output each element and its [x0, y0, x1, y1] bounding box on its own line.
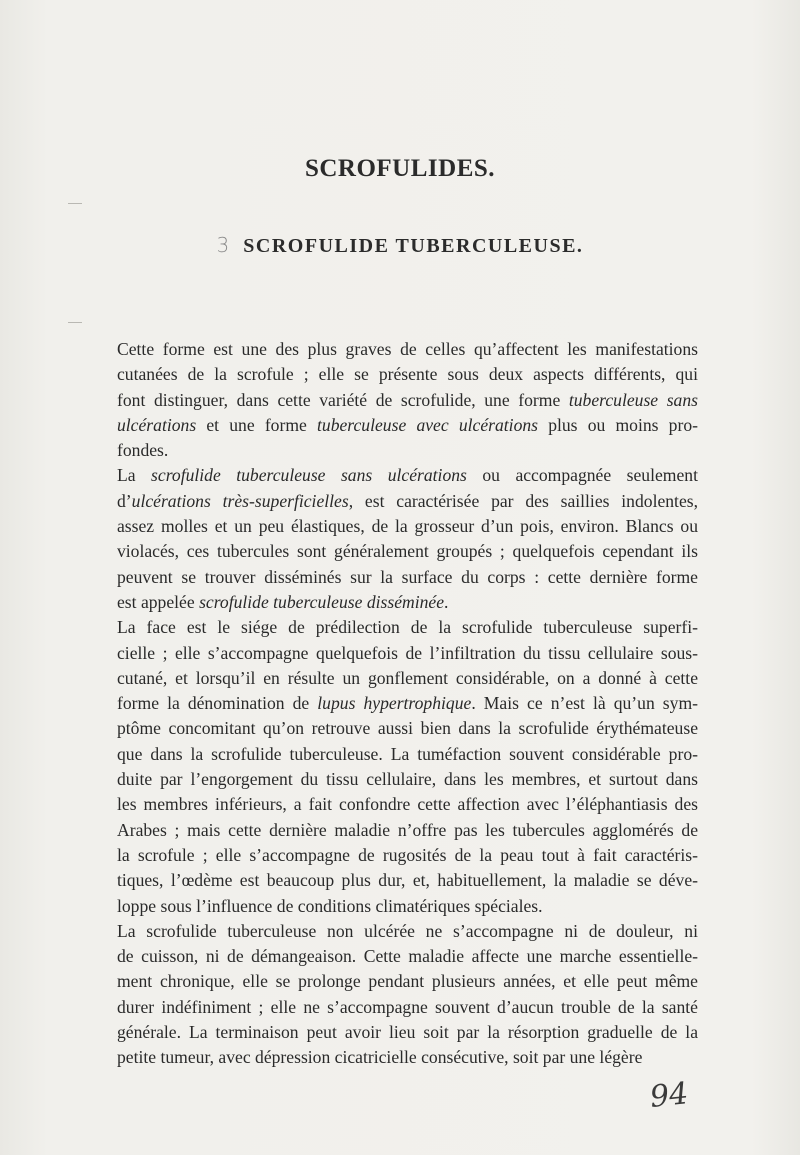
text-run: ou accompagnée seulement — [466, 465, 698, 486]
text-line — [117, 413, 698, 438]
text-run: . — [444, 591, 449, 612]
text-line — [117, 995, 698, 1020]
text-line — [117, 1020, 698, 1045]
italic-text: ulcérations très-superficielles — [131, 490, 349, 511]
text-run: peuvent se trouver disséminés sur la surface du corps : cette dernière forme — [117, 566, 698, 587]
text-run: est appelée — [117, 591, 200, 612]
text-run: fondes. — [117, 440, 169, 461]
text-line — [117, 463, 698, 488]
text-run: tiques, l’œdème est beaucoup plus dur, et, habituellement, la maladie se déve- — [117, 870, 698, 891]
text-line — [117, 792, 698, 817]
text-run: et une forme — [196, 414, 318, 435]
text-line — [117, 666, 698, 691]
text-line — [117, 919, 698, 944]
text-run: d’ — [117, 490, 132, 511]
text-run: La face est le siége de prédilection de la scrofulide tuberculeuse superfi- — [117, 617, 698, 638]
text-run: cutané, et lorsqu’il en résulte un gonflement considérable, on a donné à cette — [117, 667, 698, 688]
handwritten-page-number: 94 — [648, 1076, 690, 1115]
text-run: plus ou moins pro- — [538, 414, 698, 435]
text-line — [117, 565, 698, 590]
margin-mark — [68, 203, 82, 204]
plate-number: 3 — [216, 233, 230, 257]
text-run: forme la dénomination de — [117, 693, 318, 714]
text-run: de cuisson, ni de démangeaison. Cette maladie affecte une marche essentielle- — [117, 946, 698, 967]
text-run: . Mais ce n’est là qu’un sym- — [471, 693, 698, 714]
text-run: loppe sous l’influence de conditions climatériques spéciales. — [117, 895, 543, 916]
italic-text: scrofulide tuberculeuse disséminée — [199, 591, 445, 612]
text-line — [117, 489, 698, 514]
text-run: La — [117, 465, 152, 486]
text-line — [117, 969, 698, 994]
page-title: SCROFULIDES. — [304, 155, 496, 182]
text-line — [117, 615, 698, 640]
text-run: cielle ; elle s’accompagne quelquefois de l’infiltration du tissu cellulaire sous- — [117, 642, 698, 663]
section-heading-text: SCROFULIDE TUBERCULEUSE. — [243, 235, 584, 257]
text-run: , est caractérisée par des saillies indolentes, — [348, 490, 698, 511]
text-line — [117, 362, 698, 387]
text-line — [117, 894, 698, 919]
text-line — [117, 843, 698, 868]
text-run: petite tumeur, avec dépression cicatricielle consécutive, soit par une légère — [117, 1047, 643, 1068]
text-line — [117, 438, 698, 463]
text-run: générale. La terminaison peut avoir lieu soit par la résorption graduelle de la — [117, 1022, 698, 1043]
text-line — [117, 641, 698, 666]
body-text — [117, 337, 698, 1071]
text-run: durer indéfiniment ; elle ne s’accompagne souvent d’aucun trouble de la santé — [117, 996, 698, 1017]
italic-text: tuberculeuse sans — [568, 389, 698, 410]
text-run: violacés, ces tubercules sont généralement groupés ; quelquefois cependant ils — [117, 541, 698, 562]
text-line — [117, 716, 698, 741]
text-line — [117, 742, 698, 767]
paragraph — [117, 337, 698, 463]
text-line — [117, 337, 698, 362]
italic-text: tuberculeuse avec ulcérations — [317, 414, 539, 435]
italic-text: ulcérations — [117, 414, 197, 435]
section-heading — [0, 233, 800, 258]
text-run: que dans la scrofulide tuberculeuse. La tuméfaction souvent considérable pro- — [117, 743, 698, 764]
text-run: cutanées de la scrofule ; elle se présente sous deux aspects différents, qui — [117, 364, 698, 385]
text-line — [117, 388, 698, 413]
text-line — [117, 539, 698, 564]
text-line — [117, 868, 698, 893]
text-line — [117, 767, 698, 792]
italic-text: scrofulide tuberculeuse sans ulcérations — [151, 465, 467, 486]
text-line — [117, 944, 698, 969]
text-run: les membres inférieurs, a fait confondre cette affection avec l’éléphantiasis des — [117, 794, 698, 815]
text-line — [117, 514, 698, 539]
text-line — [117, 1045, 698, 1070]
margin-mark — [68, 322, 82, 323]
text-run: assez molles et un peu élastiques, de la grosseur d’un pois, environ. Blancs ou — [117, 516, 698, 537]
text-run: duite par l’engorgement du tissu cellulaire, dans les membres, et surtout dans — [117, 769, 698, 790]
text-run: Cette forme est une des plus graves de celles qu’affectent les manifestations — [117, 339, 698, 359]
text-run: Arabes ; mais cette dernière maladie n’offre pas les tubercules agglomérés de — [117, 819, 698, 840]
text-line — [117, 691, 698, 716]
text-line — [117, 590, 698, 615]
text-run: ptôme concomitant qu’on retrouve aussi bien dans la scrofulide érythémateuse — [117, 718, 698, 739]
paragraph — [117, 919, 698, 1071]
text-line — [117, 818, 698, 843]
text-run: font distinguer, dans cette variété de scrofulide, une forme — [117, 389, 569, 410]
text-run: la scrofule ; elle s’accompagne de rugosités de la peau tout à fait caractéris- — [117, 844, 698, 865]
text-run: La scrofulide tuberculeuse non ulcérée ne s’accompagne ni de douleur, ni — [117, 920, 698, 941]
italic-text: lupus hypertrophique — [317, 693, 472, 714]
paragraph — [117, 615, 698, 919]
paragraph — [117, 463, 698, 615]
text-run: ment chronique, elle se prolonge pendant plusieurs années, et elle peut même — [117, 971, 698, 992]
